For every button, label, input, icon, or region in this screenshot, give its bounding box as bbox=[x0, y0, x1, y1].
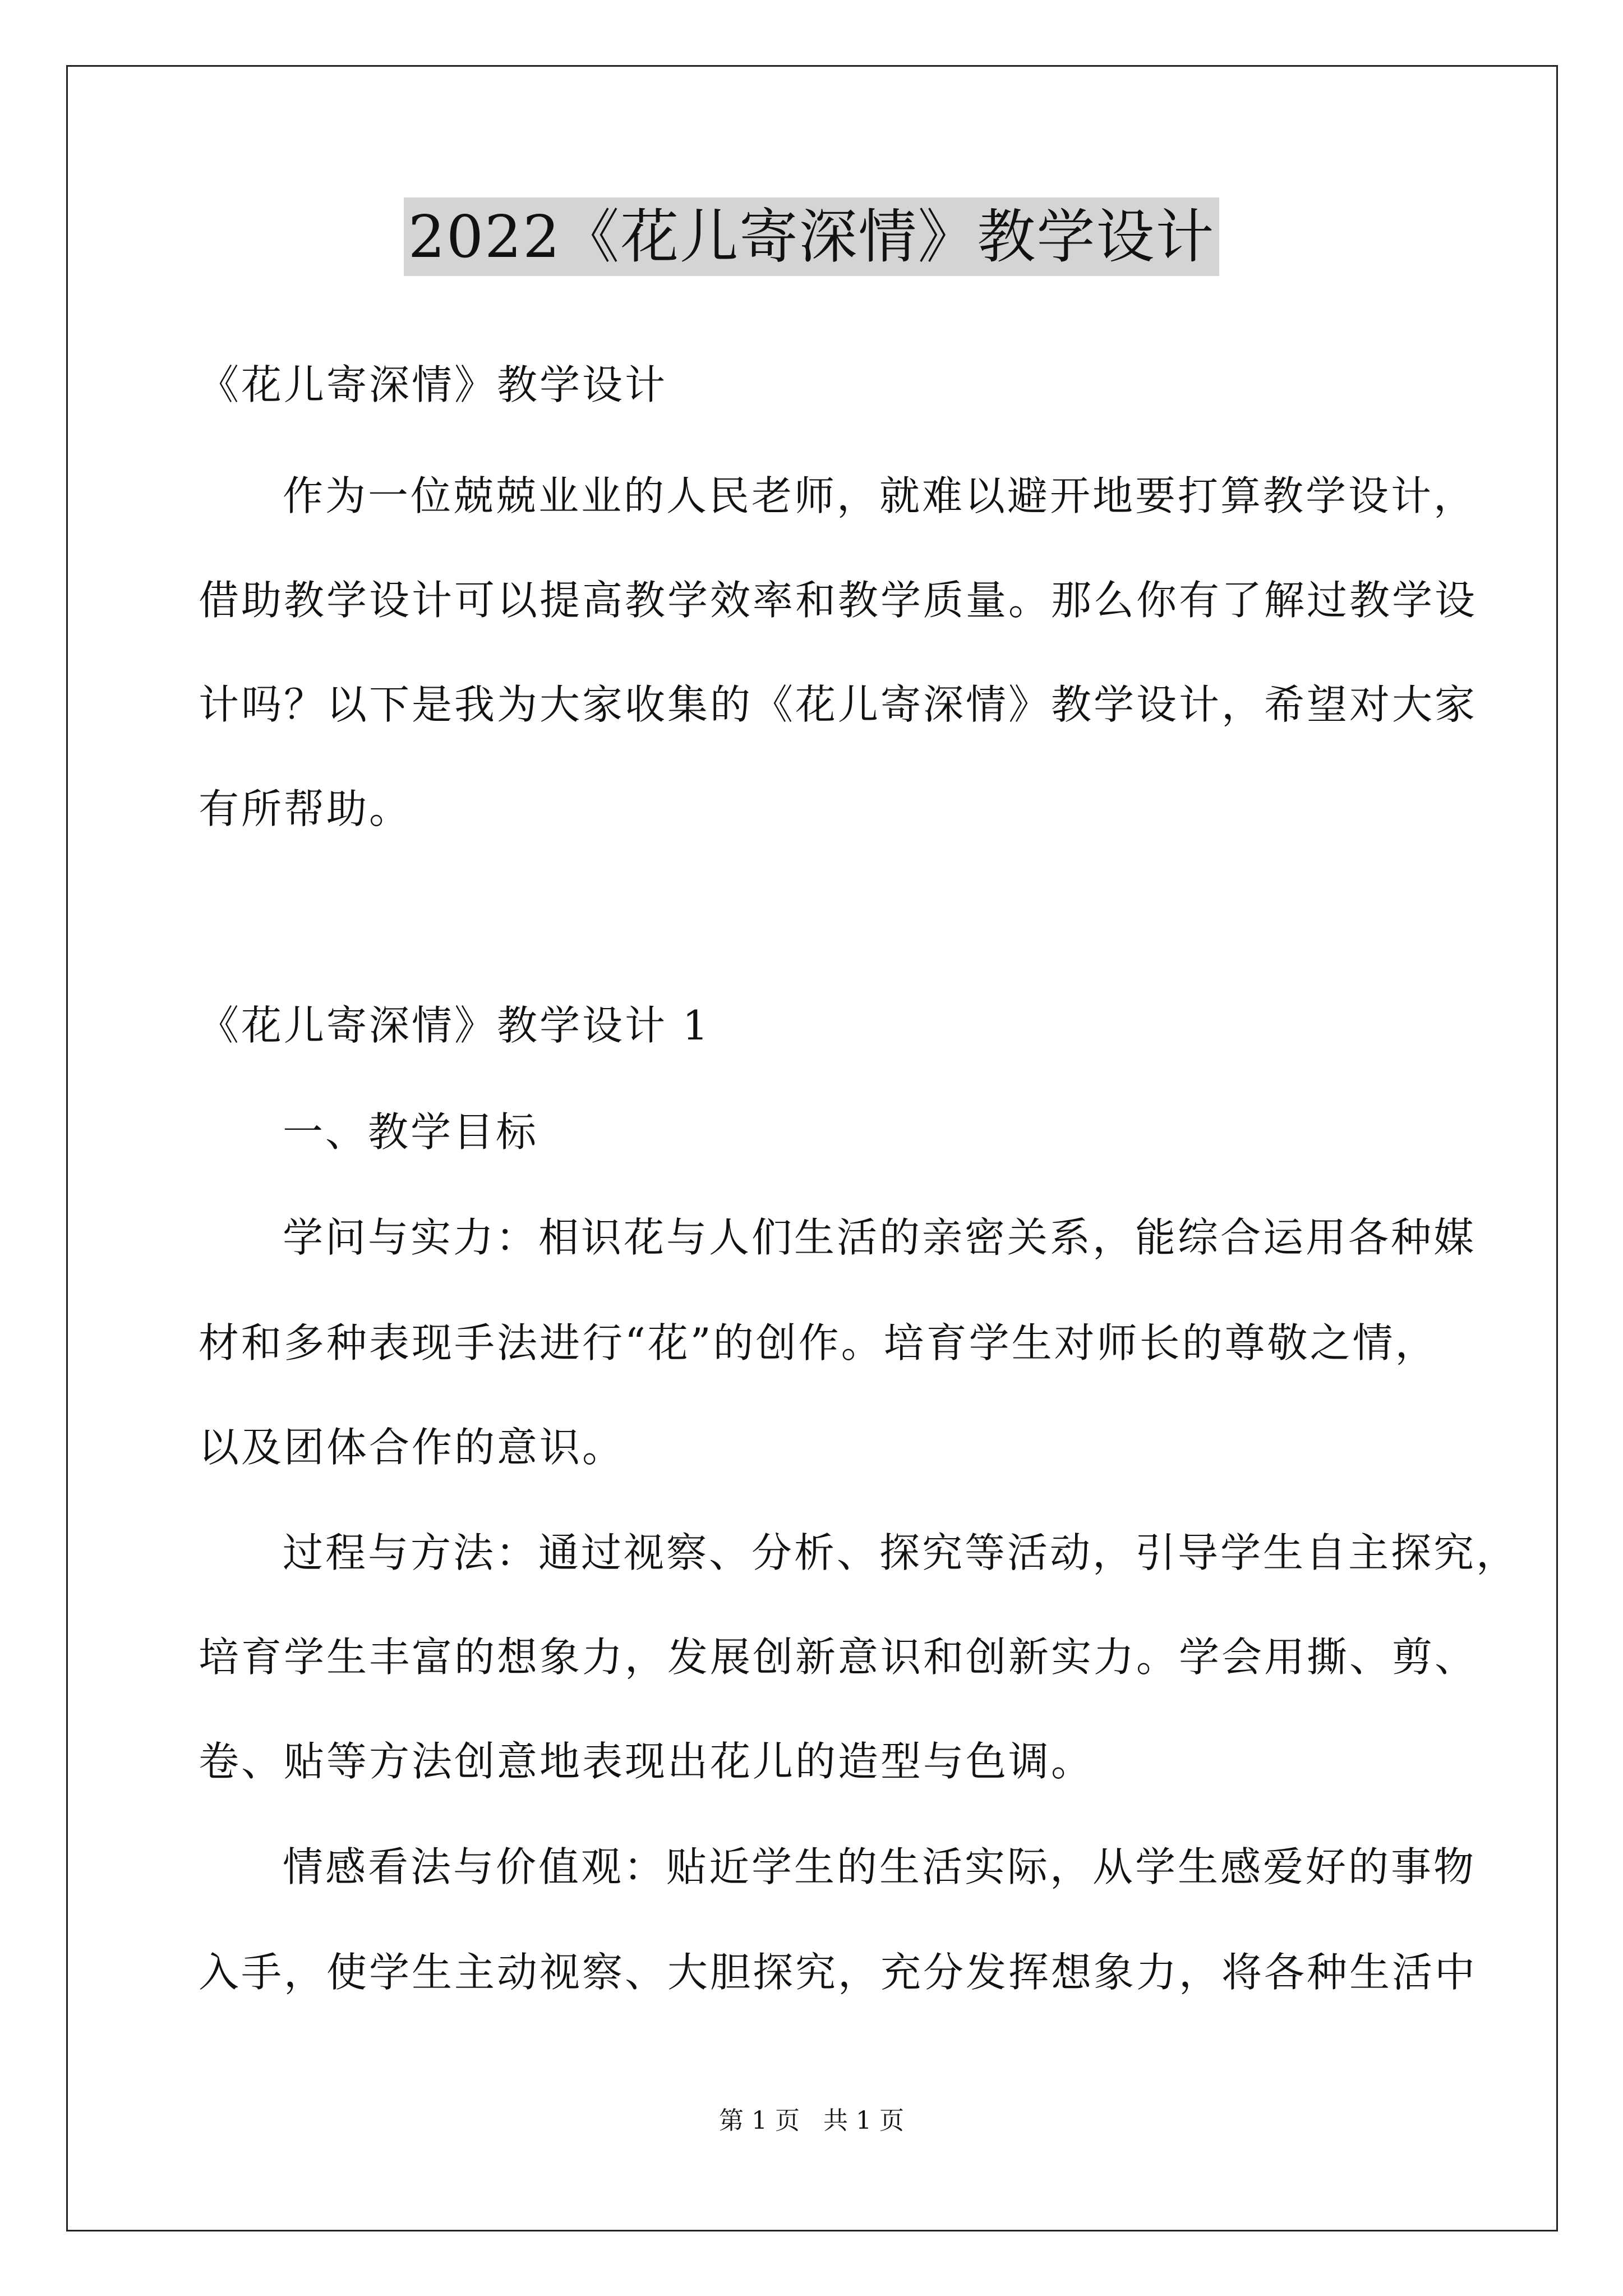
intro-line-4: 有所帮助。 bbox=[199, 785, 412, 832]
page-number-footer: 第 1 页 共 1 页 bbox=[719, 2106, 904, 2135]
knowledge-line-2: 材和多种表现手法进行“花”的创作。培育学生对师长的尊敬之情， bbox=[199, 1319, 1438, 1366]
emotion-line-1: 情感看法与价值观：贴近学生的生活实际，从学生感爱好的事物 bbox=[283, 1843, 1477, 1890]
process-line-3: 卷、贴等方法创意地表现出花儿的造型与色调。 bbox=[199, 1738, 1094, 1785]
document-subtitle: 《花儿寄深情》教学设计 bbox=[199, 361, 668, 408]
intro-line-3: 计吗？以下是我为大家收集的《花儿寄深情》教学设计，希望对大家 bbox=[199, 681, 1478, 728]
knowledge-line-1: 学问与实力：相识花与人们生活的亲密关系，能综合运用各种媒 bbox=[283, 1214, 1477, 1261]
process-line-2: 培育学生丰富的想象力，发展创新意识和创新实力。学会用撕、剪、 bbox=[199, 1634, 1478, 1681]
document-title: 2022《花儿寄深情》教学设计 bbox=[404, 197, 1220, 276]
intro-line-1: 作为一位兢兢业业的人民老师，就难以避开地要打算教学设计， bbox=[283, 472, 1477, 519]
objectives-heading: 一、教学目标 bbox=[283, 1108, 539, 1156]
section-heading: 《花儿寄深情》教学设计 1 bbox=[199, 1002, 711, 1049]
intro-line-2: 借助教学设计可以提高教学效率和教学质量。那么你有了解过教学设 bbox=[199, 577, 1478, 624]
title-container bbox=[0, 197, 1623, 276]
emotion-line-2: 入手，使学生主动视察、大胆探究，充分发挥想象力，将各种生活中 bbox=[199, 1949, 1478, 1996]
knowledge-line-3: 以及团体合作的意识。 bbox=[199, 1424, 625, 1471]
process-line-1: 过程与方法：通过视察、分析、探究等活动，引导学生自主探究， bbox=[283, 1529, 1519, 1576]
